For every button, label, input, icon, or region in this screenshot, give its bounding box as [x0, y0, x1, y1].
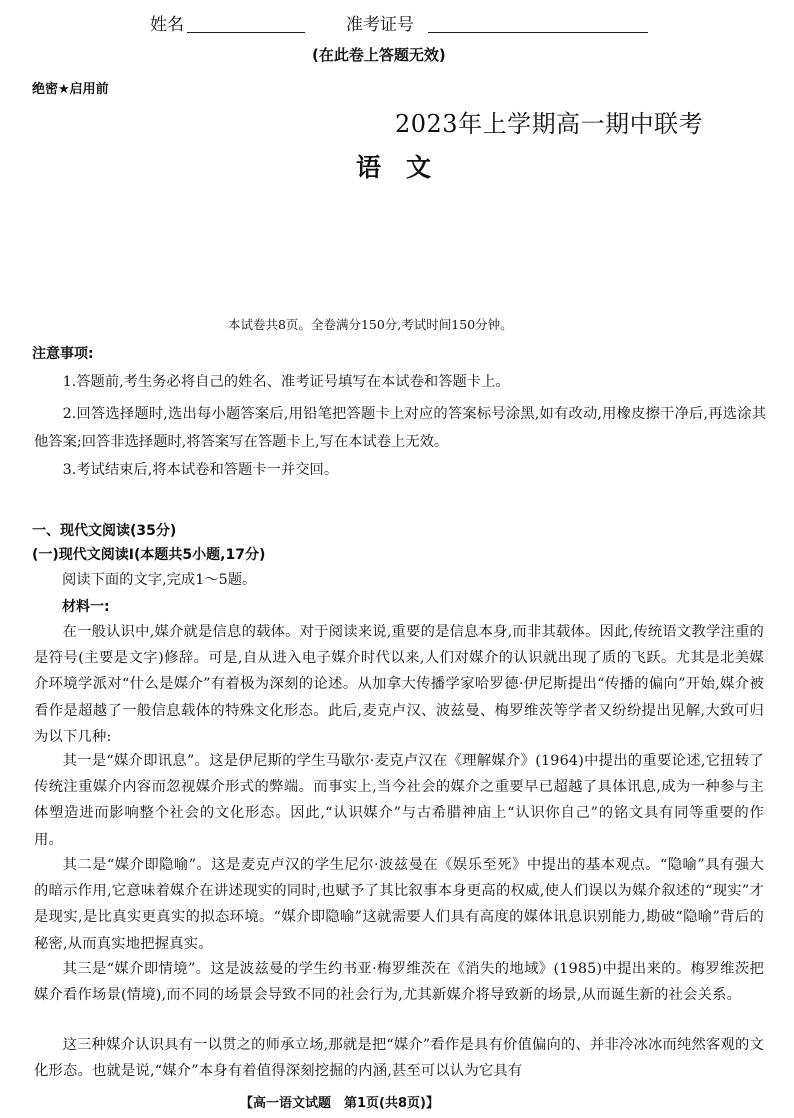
subject-title: 语 文: [356, 153, 432, 182]
note-item-3: 3.考试结束后,将本试卷和答题卡一并交回。: [62, 462, 339, 478]
paragraph-2: 其一是“媒介即讯息”。这是伊尼斯的学生马歇尔·麦克卢汉在《理解媒介》(1964)中提出的重要论述,它扭转了传统注重媒介内容而忽视媒介形式的弊端。而事实上,当今社会的媒介之重要早已超越了具体讯息,成为一种参与主体塑造进而影响整个社会的文化形态。因此,“认识媒介”与古希腊神庙上“认识你自己”的铭文具有同等重要的作用。: [34, 753, 764, 848]
invalid-note: (在此卷上答题无效): [312, 46, 446, 64]
name-field: [150, 10, 184, 35]
section-subtitle: (一)现代文阅读Ⅰ(本题共5小题,17分): [32, 547, 266, 563]
exam-id-label: 准考证号: [346, 15, 414, 35]
exam-id-underline: [428, 32, 648, 33]
paragraph-1: 在一般认识中,媒介就是信息的载体。对于阅读来说,重要的是信息本身,而非其载体。因此,传统语文教学注重的是符号(主要是文字)修辞。可是,自从进入电子媒介时代以来,人们对媒介的认识就出现了质的飞跃。尤其是北美媒介环境学派对“什么是媒介”有着极为深刻的论述。从加拿大传播学家哈罗德·伊尼斯提出“传播的偏向”开始,媒介被看作是超越了一般信息载体的特殊文化形态。此后,麦克卢汉、波兹曼、梅罗维茨等学者又纷纷提出见解,大致可归为以下几种:: [34, 624, 764, 745]
name-underline: [187, 32, 305, 33]
page-footer: 【高一语文试题 第1页(共8页)】: [240, 1096, 439, 1111]
secret-label: 绝密★启用前: [32, 82, 109, 97]
exam-id-field: [346, 10, 414, 35]
section-title: 一、现代文阅读(35分): [32, 523, 177, 539]
note-item-1: 1.答题前,考生务必将自己的姓名、准考证号填写在本试卷和答题卡上。: [62, 374, 510, 390]
material-label: 材料一:: [62, 599, 110, 615]
exam-title: 2023年上学期高一期中联考: [395, 110, 704, 138]
notes-heading: 注意事项:: [32, 346, 94, 362]
exam-intro: 本试卷共8页。全卷满分150分,考试时间150分钟。: [228, 317, 513, 332]
name-label: 姓名: [150, 15, 184, 35]
reading-instruction: 阅读下面的文字,完成1～5题。: [62, 572, 257, 588]
note-item-2: 2.回答选择题时,选出每小题答案后,用铅笔把答题卡上对应的答案标号涂黑,如有改动,用橡皮擦干净后,再选涂其他答案;回答非选择题时,将答案写在答题卡上,写在本试卷上无效。: [34, 406, 766, 450]
paragraph-4: 其三是“媒介即情境”。这是波兹曼的学生约书亚·梅罗维茨在《消失的地域》(1985)中提出来的。梅罗维茨把媒介看作场景(情境),而不同的场景会导致不同的社会行为,尤其新媒介将导致新的场景,从而诞生新的社会关系。: [34, 961, 764, 1004]
paragraph-3: 其二是“媒介即隐喻”。这是麦克卢汉的学生尼尔·波兹曼在《娱乐至死》中提出的基本观点。“隐喻”具有强大的暗示作用,它意味着媒介在讲述现实的同时,也赋予了其比叙事本身更高的权威,使人们误以为媒介叙述的“现实”才是现实,是比真实更真实的拟态环境。“媒介即隐喻”这就需要人们具有高度的媒体讯息识别能力,勘破“隐喻”背后的秘密,从而真实地把握真实。: [34, 857, 764, 952]
paragraph-5: 这三种媒介认识具有一以贯之的师承立场,那就是把“媒介”看作是具有价值偏向的、并非冷冰冰而纯然客观的文化形态。也就是说,“媒介”本身有着值得深刻挖掘的内涵,甚至可以认为它具有: [34, 1037, 764, 1080]
